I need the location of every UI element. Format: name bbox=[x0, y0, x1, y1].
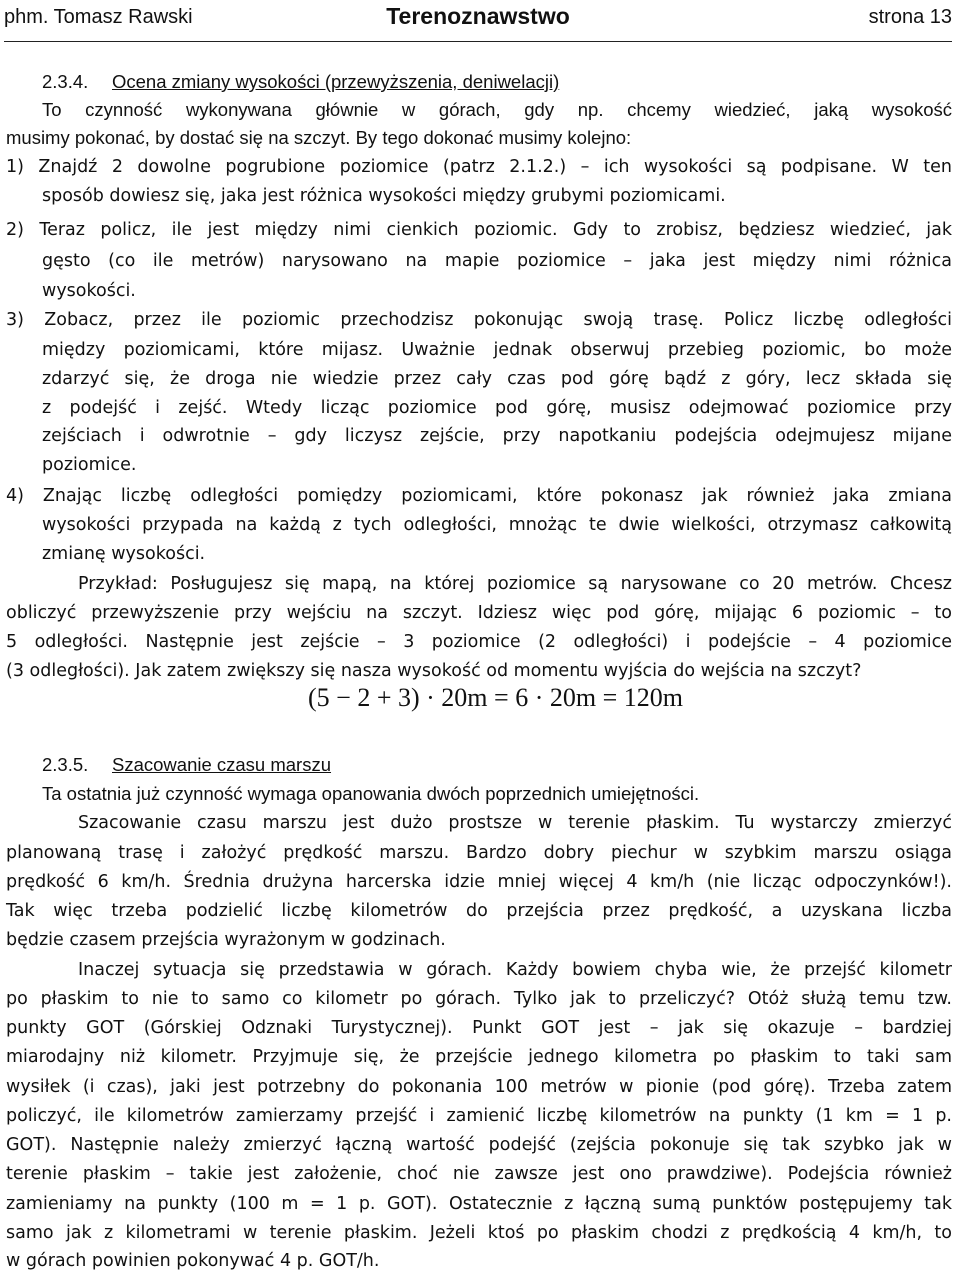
text-line: Inaczej sytuacja się przedstawia w górach. Każdy bowiem chyba wie, że przejść kilometr bbox=[78, 960, 952, 980]
text-line: Tak więc trzeba podzielić liczbę kilometrów do przejścia przez prędkość, a uzyskana liczba bbox=[6, 901, 952, 921]
section-title: Szacowanie czasu marszu bbox=[112, 754, 332, 775]
text-line: 4) Znając liczbę odległości pomiędzy poziomicami, które pokonasz jak również jaka zmiana bbox=[6, 486, 952, 506]
section-title: Ocena zmiany wysokości (przewyższenia, deniwelacji) bbox=[112, 71, 560, 92]
text-line: musimy pokonać, by dostać się na szczyt. By tego dokonać musimy kolejno: bbox=[6, 127, 632, 148]
text-line: zejściach i odwrotnie – gdy liczysz zejście, przy napotkaniu podejścia odejmujesz mijane bbox=[42, 426, 952, 446]
text-line: wysokości przypada na każdą z tych odległości, mnożąc te dwie wielkości, otrzymasz całkowitą bbox=[42, 515, 952, 535]
text-line: gęsto (co ile metrów) narysowano na mapie poziomice – jaka jest między nimi różnica bbox=[42, 251, 952, 271]
text-line: 5 odległości. Następnie jest zejście – 3 poziomice (2 odległości) i podejście – 4 poziomice bbox=[6, 632, 952, 652]
text-line: będzie czasem przejścia wyrażonym w godzinach. bbox=[6, 930, 446, 950]
text-line: wysiłek (i czas), jaki jest potrzebny do pokonania 100 metrów w pionie (pod górę). Trzeba zatem bbox=[6, 1077, 952, 1097]
text-line: Szacowanie czasu marszu jest dużo prostsze w terenie płaskim. Tu wystarczy zmierzyć bbox=[78, 813, 952, 833]
text-line: GOT). Następnie należy zmierzyć łączną wartość podejść (zejścia pokonuje się tak szybko jak w bbox=[6, 1135, 952, 1155]
text-line: poziomice. bbox=[42, 455, 137, 475]
text-line: wysokości. bbox=[42, 281, 136, 301]
text-line: Przykład: Posługujesz się mapą, na której poziomice są narysowane co 20 metrów. Chcesz bbox=[78, 574, 952, 594]
text-line: 2) Teraz policz, ile jest między nimi cienkich poziomic. Gdy to zrobisz, będziesz wiedzieć, jak bbox=[6, 220, 952, 240]
text-line: w górach powinien pokonywać 4 p. GOT/h. bbox=[6, 1251, 380, 1271]
text-line: 3) Zobacz, przez ile poziomic przechodzisz pokonując swoją trasę. Policz liczbę odległości bbox=[6, 310, 952, 330]
section-heading-2-3-5 bbox=[42, 753, 331, 777]
text-line: zdarzyć się, że droga nie wiedzie przez cały czas pod górę bądź z góry, lecz składa się bbox=[42, 369, 952, 389]
page-header bbox=[4, 2, 952, 32]
text-line: terenie płaskim – takie jest założenie, choć nie zawsze jest ono prawdziwe). Podejścia również bbox=[6, 1164, 952, 1184]
text-line: sposób dowiesz się, jaka jest różnica wysokości między grubymi poziomicami. bbox=[42, 186, 726, 206]
text-line: miarodajny niż kilometr. Przyjmuje się, że przejście jednego kilometra po płaskim to taki sam bbox=[6, 1047, 952, 1067]
text-line: punkty GOT (Górskiej Odznaki Turystycznej). Punkt GOT jest – jak się okazuje – bardziej bbox=[6, 1018, 952, 1038]
section-number: 2.3.4. bbox=[42, 71, 89, 92]
text-line: między poziomicami, które mijasz. Uważnie jednak obserwuj przebieg poziomic, bo może bbox=[42, 340, 952, 360]
header-author: phm. Tomasz Rawski bbox=[4, 6, 193, 28]
text-line: z podejść i zejść. Wtedy licząc poziomice pod górę, musisz odejmować poziomice przy bbox=[42, 398, 952, 418]
text-line: samo jak z kilometrami w terenie płaskim. Jeżeli ktoś po płaskim chodzi z prędkością 4 km/h, to bbox=[6, 1223, 952, 1243]
header-divider bbox=[4, 41, 952, 42]
section-heading-2-3-4 bbox=[42, 70, 559, 94]
text-line: prędkość 6 km/h. Średnia drużyna harcerska idzie mniej więcej 4 km/h (nie licząc odpoczynków!). bbox=[6, 872, 952, 892]
text-line: Ta ostatnia już czynność wymaga opanowania dwóch poprzednich umiejętności. bbox=[42, 783, 700, 804]
header-title: Terenoznawstwo bbox=[386, 3, 570, 29]
text-line: policzyć, ile kilometrów zamierzamy przejść i zamienić liczbę kilometrów na punkty (1 km = 1 p. bbox=[6, 1106, 952, 1126]
text-line: zamieniamy na punkty (100 m = 1 p. GOT). Ostatecznie z łączną sumą punktów postępujemy tak bbox=[6, 1194, 952, 1214]
header-page-number: strona 13 bbox=[868, 6, 952, 28]
text-line: To czynność wykonywana głównie w górach, gdy np. chcemy wiedzieć, jaką wysokość bbox=[42, 99, 952, 120]
text-line: planowaną trasę i założyć prędkość marszu. Bardzo dobry piechur w szybkim marszu osiąga bbox=[6, 843, 952, 863]
section-number: 2.3.5. bbox=[42, 754, 89, 775]
text-line: (3 odległości). Jak zatem zwiększy się nasza wysokość od momentu wyjścia do wejścia na szczyt? bbox=[6, 661, 862, 681]
calculation-formula: (5 − 2 + 3) · 20m = 6 · 20m = 120m bbox=[308, 683, 683, 712]
text-line: obliczyć przewyższenie przy wejściu na szczyt. Idziesz więc pod górę, mijając 6 poziomic – to bbox=[6, 603, 952, 623]
text-line: zmianę wysokości. bbox=[42, 544, 206, 564]
text-line: po płaskim to nie to samo co kilometr po górach. Tylko jak to przeliczyć? Otóż służą temu tzw. bbox=[6, 989, 952, 1009]
text-line: 1) Znajdź 2 dowolne pogrubione poziomice (patrz 2.1.2.) – ich wysokości są podpisane. W ten bbox=[6, 157, 952, 177]
